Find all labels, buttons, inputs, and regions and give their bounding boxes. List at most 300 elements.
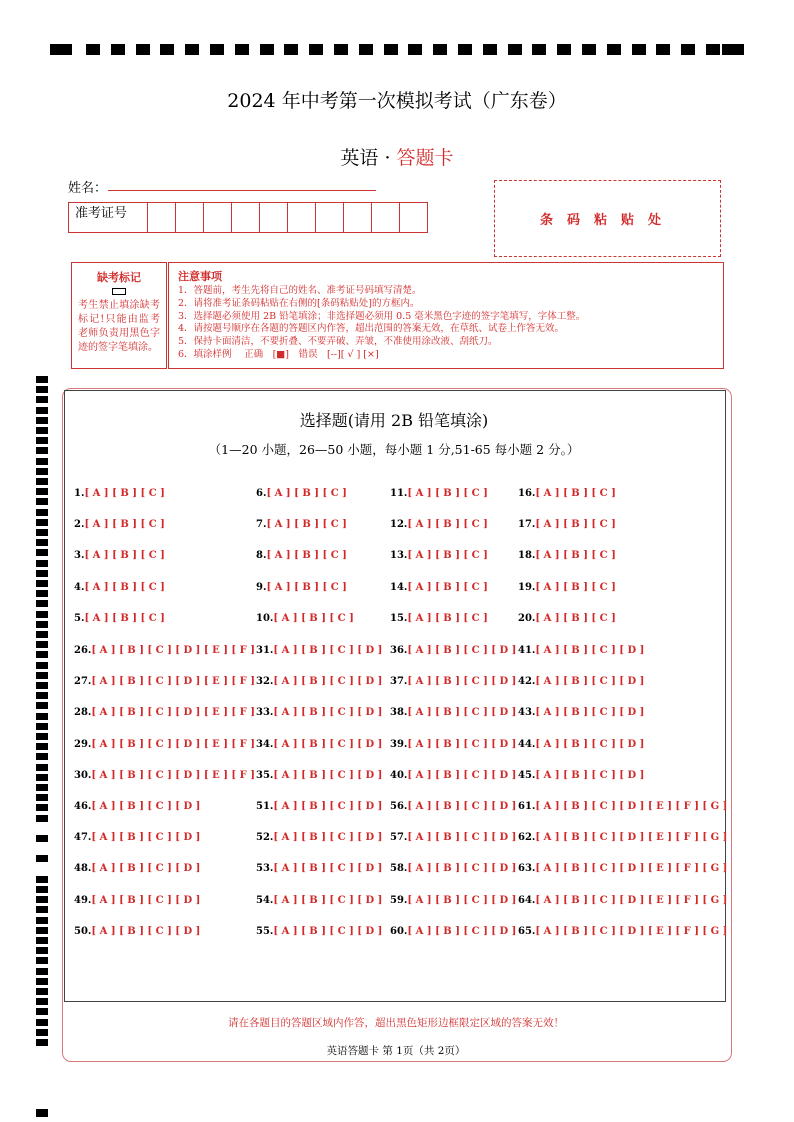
timing-mark — [706, 44, 720, 55]
answer-options[interactable]: [ A ] [ B ] [ C ] [ D ] [ E ] [ F ] [ G ] — [535, 863, 728, 875]
question-number: 64. — [518, 894, 536, 906]
question-item[interactable] — [74, 707, 255, 718]
answer-options[interactable]: [ A ] [ B ] [ C ] — [84, 581, 165, 593]
answer-options[interactable]: [ A ] [ B ] [ C ] [ D ] — [91, 925, 201, 937]
timing-mark — [408, 44, 422, 55]
question-number: 61. — [518, 801, 536, 812]
exam-title: 2024 年中考第一次模拟考试（广东卷） — [227, 90, 567, 112]
timing-mark — [36, 590, 48, 597]
timing-mark — [260, 44, 274, 55]
question-number: 41. — [518, 645, 536, 656]
top-timing-marks — [50, 44, 746, 56]
name-label: 姓名： — [68, 181, 108, 196]
timing-mark — [309, 44, 323, 55]
question-item[interactable] — [518, 770, 644, 781]
question-number: 45. — [518, 769, 536, 781]
question-number: 37. — [390, 676, 408, 688]
timing-mark — [36, 753, 48, 760]
question-item[interactable] — [256, 707, 382, 718]
question-number: 16. — [518, 488, 536, 499]
question-item[interactable] — [74, 676, 255, 687]
answer-options[interactable]: [ A ] [ B ] [ C ] — [273, 612, 354, 624]
answer-options[interactable]: [ A ] [ B ] [ C ] [ D ] — [273, 769, 383, 781]
timing-mark — [36, 815, 48, 822]
answer-options[interactable]: [ A ] [ B ] [ C ] [ D ] — [407, 676, 517, 688]
question-item[interactable] — [256, 739, 382, 750]
answer-options[interactable]: [ A ] [ B ] [ C ] [ D ] — [273, 707, 383, 719]
timing-mark — [36, 1008, 48, 1015]
notes-line: 3．选择题必须使用 2B 铅笔填涂；非选择题必须用 0.5 毫米黑色字迹的签字笔填写，字体工整。 — [178, 310, 586, 322]
question-number: 20. — [518, 612, 536, 624]
timing-mark — [86, 44, 100, 55]
timing-mark — [36, 488, 48, 495]
answer-options[interactable]: [ A ] [ B ] [ C ] [ D ] — [535, 676, 645, 688]
answer-options[interactable]: [ A ] [ B ] [ C ] [ D ] — [273, 863, 383, 875]
timing-mark — [36, 519, 48, 526]
ticket-number-label: 准考证号 — [69, 203, 148, 232]
notes-heading: 注意事项 — [178, 270, 222, 283]
question-number: 62. — [518, 832, 536, 844]
question-item[interactable] — [256, 550, 347, 561]
question-item[interactable] — [256, 645, 382, 656]
answer-options[interactable]: [ A ] [ B ] [ C ] [ D ] — [91, 863, 201, 875]
answer-options[interactable]: [ A ] [ B ] [ C ] [ D ] [ E ] [ F ] — [91, 738, 255, 750]
timing-mark — [36, 641, 48, 648]
timing-mark — [36, 835, 48, 842]
question-number: 19. — [518, 581, 536, 593]
question-number: 46. — [74, 801, 92, 812]
question-number: 52. — [256, 832, 274, 844]
timing-mark — [36, 386, 48, 393]
question-item[interactable] — [518, 895, 727, 906]
answer-options[interactable]: [ A ] [ B ] [ C ] — [266, 550, 347, 562]
question-number: 10. — [256, 612, 274, 624]
question-item[interactable] — [74, 895, 200, 906]
question-item[interactable] — [390, 926, 516, 937]
ticket-number-field[interactable] — [68, 202, 428, 233]
question-number: 11. — [390, 488, 408, 499]
ticket-digit-cell[interactable] — [316, 203, 344, 232]
answer-options[interactable]: [ A ] [ B ] [ C ] — [535, 550, 616, 562]
question-number: 28. — [74, 707, 92, 719]
timing-mark — [36, 509, 48, 516]
timing-mark — [36, 1019, 48, 1026]
question-item[interactable] — [518, 863, 727, 874]
page-footer: 英语答题卡 第 1页（共 2页） — [326, 1045, 466, 1057]
timing-mark — [334, 44, 348, 55]
left-timing-marks — [36, 376, 50, 1121]
question-item[interactable] — [390, 739, 516, 750]
answer-options[interactable]: [ A ] [ B ] [ C ] [ D ] — [273, 894, 383, 906]
timing-mark — [36, 600, 48, 607]
timing-mark — [36, 764, 48, 771]
timing-mark — [36, 611, 48, 618]
question-item[interactable] — [256, 801, 382, 812]
question-number: 65. — [518, 925, 536, 937]
question-item[interactable] — [518, 707, 644, 718]
answer-options[interactable]: [ A ] [ B ] [ C ] — [407, 581, 488, 593]
question-item[interactable] — [518, 519, 616, 530]
timing-mark — [50, 44, 72, 55]
ticket-digit-cell[interactable] — [176, 203, 204, 232]
answer-options[interactable]: [ A ] [ B ] [ C ] [ D ] — [407, 832, 517, 844]
timing-mark — [36, 498, 48, 505]
answer-options[interactable]: [ A ] [ B ] [ C ] [ D ] — [407, 925, 517, 937]
ticket-digit-cell[interactable] — [148, 203, 176, 232]
question-item[interactable] — [74, 801, 200, 812]
timing-mark — [36, 723, 48, 730]
question-item[interactable] — [390, 550, 488, 561]
question-item[interactable] — [518, 832, 727, 843]
answer-options[interactable]: [ A ] [ B ] [ C ] [ D ] — [91, 801, 201, 812]
timing-mark — [36, 396, 48, 403]
answer-options[interactable]: [ A ] [ B ] [ C ] [ D ] [ E ] [ F ] — [91, 769, 255, 781]
answer-options[interactable]: [ A ] [ B ] [ C ] — [407, 488, 488, 499]
subject-label: 英语 · — [340, 147, 397, 169]
timing-mark — [36, 417, 48, 424]
answer-options[interactable]: [ A ] [ B ] [ C ] [ D ] — [407, 894, 517, 906]
timing-mark — [235, 44, 249, 55]
ticket-digit-cell[interactable] — [372, 203, 400, 232]
question-number: 50. — [74, 925, 92, 937]
answer-options[interactable]: [ A ] [ B ] [ C ] — [84, 550, 165, 562]
answer-area-frame — [64, 390, 726, 1002]
question-number: 2. — [74, 519, 85, 531]
question-item[interactable] — [390, 613, 488, 624]
timing-mark — [36, 947, 48, 954]
answer-options[interactable]: [ A ] [ B ] [ C ] — [84, 519, 165, 531]
timing-mark — [433, 44, 447, 55]
timing-mark — [36, 529, 48, 536]
question-number: 60. — [390, 925, 408, 937]
question-number: 53. — [256, 863, 274, 875]
timing-mark — [36, 743, 48, 750]
question-number: 44. — [518, 738, 536, 750]
notes-box — [168, 262, 724, 369]
timing-mark — [36, 672, 48, 679]
notes-line: 2．请将准考证条码粘贴在右侧的[条码粘贴处]的方框内。 — [178, 297, 420, 309]
question-item[interactable] — [256, 863, 382, 874]
timing-mark — [722, 44, 744, 55]
ticket-digit-cell[interactable] — [344, 203, 372, 232]
answer-options[interactable]: [ A ] [ B ] [ C ] — [535, 488, 616, 499]
question-item[interactable] — [74, 739, 255, 750]
question-item[interactable] — [390, 863, 516, 874]
timing-mark — [36, 560, 48, 567]
timing-mark — [384, 44, 398, 55]
timing-mark — [36, 855, 48, 862]
ticket-digit-cell[interactable] — [400, 203, 427, 232]
section-subtitle: （1—20 小题，26—50 小题，每小题 1 分,51-65 每小题 2 分。） — [208, 442, 580, 457]
answer-options[interactable]: [ A ] [ B ] [ C ] [ D ] — [91, 832, 201, 844]
timing-mark — [36, 580, 48, 587]
question-item[interactable] — [256, 582, 347, 593]
question-number: 38. — [390, 707, 408, 719]
answer-options[interactable]: [ A ] [ B ] [ C ] — [84, 612, 165, 624]
question-item[interactable] — [74, 832, 200, 843]
question-number: 3. — [74, 550, 85, 562]
question-item[interactable] — [518, 582, 616, 593]
timing-mark — [36, 621, 48, 628]
question-number: 34. — [256, 738, 274, 750]
answer-options[interactable]: [ A ] [ B ] [ C ] [ D ] — [535, 707, 645, 719]
timing-mark — [36, 407, 48, 414]
question-number: 15. — [390, 612, 408, 624]
answer-options[interactable]: [ A ] [ B ] [ C ] [ D ] — [273, 832, 383, 844]
answer-options[interactable]: [ A ] [ B ] [ C ] [ D ] [ E ] [ F ] [ G ] — [535, 925, 728, 937]
question-number: 48. — [74, 863, 92, 875]
question-number: 8. — [256, 550, 267, 562]
answer-options[interactable]: [ A ] [ B ] [ C ] [ D ] [ E ] [ F ] [ G ] — [535, 832, 728, 844]
question-number: 4. — [74, 581, 85, 593]
timing-mark — [36, 906, 48, 913]
question-item[interactable] — [518, 926, 727, 937]
question-number: 57. — [390, 832, 408, 844]
question-number: 55. — [256, 925, 274, 937]
timing-mark — [607, 44, 621, 55]
question-number: 13. — [390, 550, 408, 562]
question-item[interactable] — [74, 519, 165, 530]
absent-mark-text: 考生禁止填涂缺考标记!只能由监考老师负责用黑色字迹的签字笔填涂。 — [78, 300, 160, 353]
question-item[interactable] — [518, 488, 616, 499]
timing-mark — [210, 44, 224, 55]
timing-mark — [111, 44, 125, 55]
answer-options[interactable]: [ A ] [ B ] [ C ] [ D ] [ E ] [ F ] [ G ] — [535, 801, 728, 812]
question-item[interactable] — [256, 519, 347, 530]
timing-mark — [458, 44, 472, 55]
timing-mark — [36, 447, 48, 454]
timing-mark — [36, 539, 48, 546]
question-item[interactable] — [390, 770, 516, 781]
timing-mark — [36, 876, 48, 883]
answer-options[interactable]: [ A ] [ B ] [ C ] — [84, 488, 165, 499]
timing-mark — [36, 468, 48, 475]
timing-mark — [36, 662, 48, 669]
timing-mark — [185, 44, 199, 55]
question-number: 35. — [256, 769, 274, 781]
timing-mark — [36, 427, 48, 434]
question-number: 6. — [256, 488, 267, 499]
answer-options[interactable]: [ A ] [ B ] [ C ] — [266, 519, 347, 531]
timing-mark — [681, 44, 695, 55]
timing-mark — [36, 774, 48, 781]
answer-options[interactable]: [ A ] [ B ] [ C ] [ D ] — [535, 769, 645, 781]
question-item[interactable] — [518, 739, 644, 750]
timing-mark — [36, 886, 48, 893]
ticket-digit-cell[interactable] — [232, 203, 260, 232]
timing-mark — [36, 458, 48, 465]
answer-options[interactable]: [ A ] [ B ] [ C ] [ D ] — [407, 645, 517, 656]
timing-mark — [36, 978, 48, 985]
timing-mark — [36, 927, 48, 934]
timing-mark — [508, 44, 522, 55]
answer-options[interactable]: [ A ] [ B ] [ C ] — [266, 581, 347, 593]
question-number: 9. — [256, 581, 267, 593]
question-number: 27. — [74, 676, 92, 688]
question-item[interactable] — [74, 488, 165, 499]
timing-mark — [136, 44, 150, 55]
ticket-digit-cell[interactable] — [204, 203, 232, 232]
answer-options[interactable]: [ A ] [ B ] [ C ] [ D ] [ E ] [ F ] — [91, 645, 255, 656]
question-number: 58. — [390, 863, 408, 875]
answer-options[interactable]: [ A ] [ B ] [ C ] [ D ] — [273, 925, 383, 937]
timing-mark — [36, 631, 48, 638]
answer-options[interactable]: [ A ] [ B ] [ C ] — [535, 519, 616, 531]
question-item[interactable] — [74, 863, 200, 874]
question-number: 1. — [74, 488, 85, 499]
question-number: 18. — [518, 550, 536, 562]
question-number: 14. — [390, 581, 408, 593]
question-number: 42. — [518, 676, 536, 688]
timing-mark — [656, 44, 670, 55]
question-item[interactable] — [390, 488, 488, 499]
answer-options[interactable]: [ A ] [ B ] [ C ] [ D ] — [407, 738, 517, 750]
ticket-digit-cell[interactable] — [260, 203, 288, 232]
answer-options[interactable]: [ A ] [ B ] [ C ] — [535, 581, 616, 593]
question-item[interactable] — [256, 613, 354, 624]
timing-mark — [36, 682, 48, 689]
timing-mark — [36, 784, 48, 791]
notes-line: 5．保持卡面清洁，不要折叠、不要弄破、弄皱，不准使用涂改液、刮纸刀。 — [178, 336, 498, 348]
question-item[interactable] — [256, 926, 382, 937]
question-number: 12. — [390, 519, 408, 531]
question-number: 30. — [74, 769, 92, 781]
question-number: 63. — [518, 863, 536, 875]
question-item[interactable] — [390, 895, 516, 906]
timing-mark — [36, 957, 48, 964]
question-number: 32. — [256, 676, 274, 688]
answer-options[interactable]: [ A ] [ B ] [ C ] [ D ] — [407, 707, 517, 719]
answer-options[interactable]: [ A ] [ B ] [ C ] [ D ] — [273, 801, 383, 812]
timing-mark — [36, 733, 48, 740]
answer-options[interactable]: [ A ] [ B ] [ C ] [ D ] — [535, 738, 645, 750]
question-item[interactable] — [74, 582, 165, 593]
barcode-area: 条码粘贴处 — [494, 180, 721, 257]
timing-mark — [36, 549, 48, 556]
answer-options[interactable]: [ A ] [ B ] [ C ] — [407, 612, 488, 624]
question-item[interactable] — [74, 645, 255, 656]
question-number: 31. — [256, 645, 274, 656]
timing-mark — [284, 44, 298, 55]
timing-mark — [36, 1029, 48, 1036]
question-item[interactable] — [518, 801, 727, 812]
timing-mark — [36, 968, 48, 975]
answer-options[interactable]: [ A ] [ B ] [ C ] [ D ] [ E ] [ F ] [ G ] — [535, 894, 728, 906]
timing-mark — [36, 804, 48, 811]
question-item[interactable] — [390, 676, 516, 687]
question-item[interactable] — [256, 676, 382, 687]
timing-mark — [36, 1039, 48, 1046]
timing-mark — [36, 692, 48, 699]
answer-options[interactable]: [ A ] [ B ] [ C ] [ D ] — [407, 769, 517, 781]
question-number: 43. — [518, 707, 536, 719]
name-field[interactable] — [108, 190, 376, 191]
question-item[interactable] — [390, 832, 516, 843]
question-item[interactable] — [74, 613, 165, 624]
timing-mark — [582, 44, 596, 55]
timing-mark — [36, 702, 48, 709]
question-item[interactable] — [256, 832, 382, 843]
timing-mark — [36, 998, 48, 1005]
question-number: 7. — [256, 519, 267, 531]
question-number: 54. — [256, 894, 274, 906]
question-item[interactable] — [518, 613, 616, 624]
question-item[interactable] — [390, 645, 516, 656]
answer-options[interactable]: [ A ] [ B ] [ C ] [ D ] — [273, 738, 383, 750]
question-number: 40. — [390, 769, 408, 781]
question-number: 29. — [74, 738, 92, 750]
question-item[interactable] — [518, 645, 644, 656]
absent-mark-heading: 缺考标记 — [97, 271, 141, 284]
timing-mark — [36, 988, 48, 995]
question-number: 39. — [390, 738, 408, 750]
timing-mark — [632, 44, 646, 55]
question-number: 36. — [390, 645, 408, 656]
question-number: 49. — [74, 894, 92, 906]
answer-options[interactable]: [ A ] [ B ] [ C ] [ D ] — [407, 801, 517, 812]
answer-options[interactable]: [ A ] [ B ] [ C ] [ D ] — [91, 894, 201, 906]
question-item[interactable] — [518, 550, 616, 561]
answer-options[interactable]: [ A ] [ B ] [ C ] — [407, 519, 488, 531]
question-item[interactable] — [74, 550, 165, 561]
absent-mark-checkbox[interactable] — [112, 288, 126, 295]
question-number: 56. — [390, 801, 408, 812]
answer-options[interactable]: [ A ] [ B ] [ C ] — [535, 612, 616, 624]
question-item[interactable] — [256, 770, 382, 781]
timing-mark — [36, 896, 48, 903]
timing-mark — [36, 713, 48, 720]
question-item[interactable] — [74, 770, 255, 781]
question-number: 26. — [74, 645, 92, 656]
notes-line: 6．填涂样例 正确 [■] 错误 [--][ √ ] [×] — [178, 348, 379, 360]
question-item[interactable] — [518, 676, 644, 687]
question-item[interactable] — [74, 926, 200, 937]
timing-mark — [36, 794, 48, 801]
answer-options[interactable]: [ A ] [ B ] [ C ] [ D ] — [407, 863, 517, 875]
answer-options[interactable]: [ A ] [ B ] [ C ] — [266, 488, 347, 499]
answer-options[interactable]: [ A ] [ B ] [ C ] [ D ] — [273, 676, 383, 688]
question-item[interactable] — [390, 582, 488, 593]
question-number: 5. — [74, 612, 85, 624]
answer-options[interactable]: [ A ] [ B ] [ C ] [ D ] — [535, 645, 645, 656]
answer-options[interactable]: [ A ] [ B ] [ C ] [ D ] — [273, 645, 383, 656]
timing-mark — [36, 937, 48, 944]
timing-mark — [36, 376, 48, 383]
ticket-digit-cell[interactable] — [288, 203, 316, 232]
question-number: 33. — [256, 707, 274, 719]
answer-options[interactable]: [ A ] [ B ] [ C ] [ D ] [ E ] [ F ] — [91, 707, 255, 719]
question-item[interactable] — [390, 519, 488, 530]
absent-mark-box — [71, 262, 167, 369]
boundary-warning: 请在各题目的答题区域内作答，超出黑色矩形边框限定区域的答案无效！ — [228, 1017, 564, 1029]
question-item[interactable] — [256, 488, 347, 499]
question-number: 51. — [256, 801, 274, 812]
answer-card-label: 答题卡 — [396, 147, 454, 169]
question-item[interactable] — [390, 707, 516, 718]
timing-mark — [359, 44, 373, 55]
answer-options[interactable]: [ A ] [ B ] [ C ] — [407, 550, 488, 562]
notes-line: 4．请按题号顺序在各题的答题区内作答，超出范围的答案无效，在草纸、试卷上作答无效。 — [178, 323, 565, 335]
timing-mark — [36, 570, 48, 577]
answer-options[interactable]: [ A ] [ B ] [ C ] [ D ] [ E ] [ F ] — [91, 676, 255, 688]
question-item[interactable] — [256, 895, 382, 906]
notes-line: 1．答题前，考生先将自己的姓名、准考证号码填写清楚。 — [178, 285, 422, 296]
question-item[interactable] — [390, 801, 516, 812]
timing-mark — [532, 44, 546, 55]
timing-mark — [36, 917, 48, 924]
timing-mark — [36, 651, 48, 658]
timing-mark — [36, 1109, 48, 1117]
